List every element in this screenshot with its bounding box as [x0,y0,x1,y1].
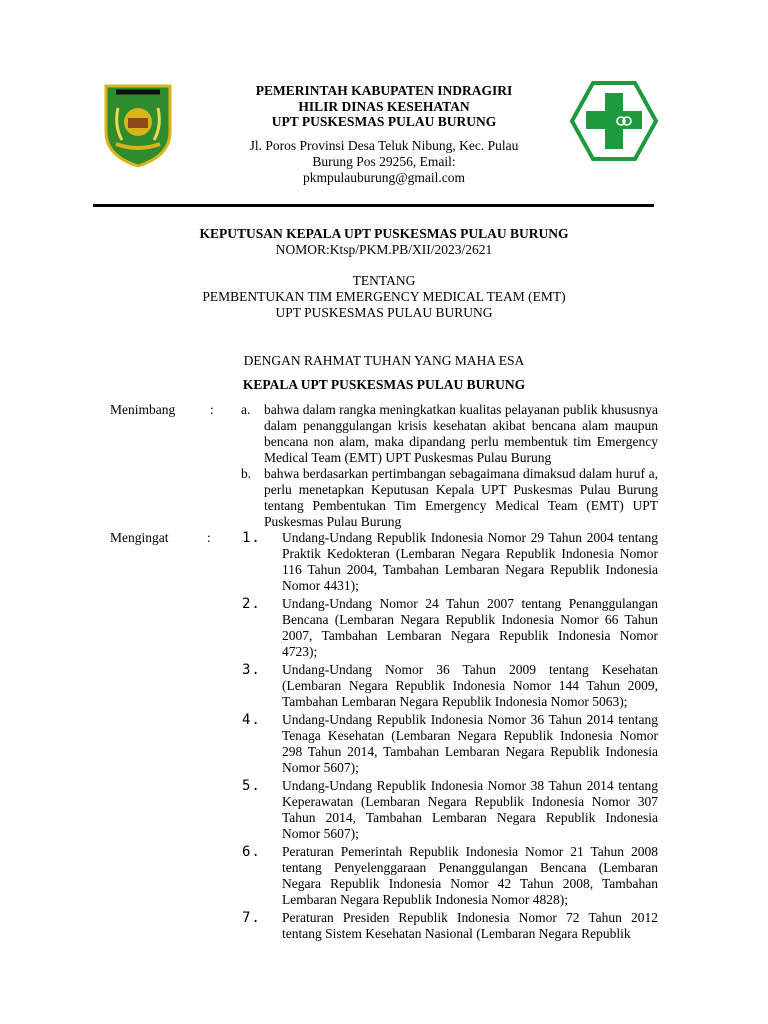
list-item [240,402,658,466]
decree-title: KEPUTUSAN KEPALA UPT PUSKESMAS PULAU BURUNG [199,226,569,241]
list-item [242,844,658,908]
list-marker: 5. [242,778,261,794]
list-item-text: bahwa dalam rangka meningkatkan kualitas pelayanan publik khususnya dalam penanggulangan krisis kesehatan akibat bencana alam maupun bencana non alam, maka dipandang perlu membentuk tim Emergency Medical Team (EMT) UPT Puskesmas Pulau Burung [264,402,658,465]
list-item-text: Undang-Undang Republik Indonesia Nomor 38 Tahun 2014 tentang Keperawatan (Lembaran Negara Republik Indonesia Nomor 307 Tahun 2014, Tambahan Lembaran Negara Republik Indonesia Nomor 5607); [282,778,658,841]
about-line: UPT PUSKESMAS PULAU BURUNG [275,305,493,320]
puskesmas-logo [569,80,659,162]
list-marker: 4. [242,712,261,728]
menimbang-label: Menimbang [110,402,176,417]
address-email: pkmpulauburung@gmail.com [302,169,466,185]
mengingat-label: Mengingat [110,530,169,545]
list-marker: 6. [242,844,261,860]
agency-name-line: PEMERINTAH KABUPATEN INDRAGIRI [255,83,513,98]
list-item-text: Undang-Undang Republik Indonesia Nomor 29 Tahun 2004 tentang Praktik Kedokteran (Lembaran Negara Republik Indonesia Nomor 116 Tahun 2004, Tambahan Lembaran Negara Republik Indonesia Nomor 4431); [282,530,658,593]
list-item [242,712,658,776]
list-marker: a. [241,402,251,417]
decree-number: NOMOR:Ktsp/PKM.PB/XII/2023/2621 [275,242,493,257]
mengingat-colon: : [207,530,211,545]
list-marker: 7. [242,910,261,926]
list-marker: 1. [242,530,261,546]
list-item [242,910,658,942]
address-line: Burung Pos 29256, Email: [312,153,456,169]
issuer-line: KEPALA UPT PUSKESMAS PULAU BURUNG [242,377,526,392]
menimbang-list [240,402,658,530]
list-item [242,530,658,594]
letterhead-divider [93,204,654,207]
list-item-text: Undang-Undang Republik Indonesia Nomor 36 Tahun 2014 tentang Tenaga Kesehatan (Lembaran Negara Republik Indonesia Nomor 298 Tahun 2014, Tambahan Lembaran Negara Republik Indonesia Nomor 5607); [282,712,658,775]
blessing-line: DENGAN RAHMAT TUHAN YANG MAHA ESA [243,353,525,368]
about-label: TENTANG [352,273,416,288]
list-item-text: Peraturan Presiden Republik Indonesia Nomor 72 Tahun 2012 tentang Sistem Kesehatan Nasional (Lembaran Negara Republik [282,910,658,941]
list-marker: 2. [242,596,261,612]
agency-address [214,138,554,186]
mengingat-list [242,530,658,944]
regency-emblem-logo [102,82,174,168]
list-marker: 3. [242,662,261,678]
menimbang-colon: : [210,402,214,417]
list-item-text: Peraturan Pemerintah Republik Indonesia Nomor 21 Tahun 2008 tentang Penyelenggaraan Penanggulangan Bencana (Lembaran Negara Republik Indonesia Nomor 42 Tahun 2008, Tambahan Lembaran Negara Republik Indonesia Nomor 4828); [282,844,658,907]
list-item [242,778,658,842]
list-item-text: bahwa berdasarkan pertimbangan sebagaimana dimaksud dalam huruf a, perlu menetapkan Keputusan Kepala UPT Puskesmas Pulau Burung tentang Pembentukan Tim Emergency Medical Team (EMT) UPT Puskesmas Pulau Burung [264,466,658,529]
about-line: PEMBENTUKAN TIM EMERGENCY MEDICAL TEAM (EMT) [202,289,566,304]
list-item [240,466,658,530]
list-item [242,596,658,660]
letterhead [214,83,554,186]
list-item-text: Undang-Undang Nomor 24 Tahun 2007 tentang Penanggulangan Bencana (Lembaran Negara Republik Indonesia Nomor 66 Tahun 2007, Tambahan Lembaran Negara Republik Indonesia Nomor 4723); [282,596,658,659]
agency-name [214,83,554,130]
agency-name-line: UPT PUSKESMAS PULAU BURUNG [271,114,497,129]
list-item-text: Undang-Undang Nomor 36 Tahun 2009 tentang Kesehatan (Lembaran Negara Republik Indonesia Nomor 144 Tahun 2009, Tambahan Lembaran Negara Republik Indonesia Nomor 5063); [282,662,658,709]
address-line: Jl. Poros Provinsi Desa Teluk Nibung, Kec. Pulau [249,137,519,153]
list-marker: b. [241,466,252,481]
agency-name-line: HILIR DINAS KESEHATAN [298,98,470,114]
list-item [242,662,658,710]
